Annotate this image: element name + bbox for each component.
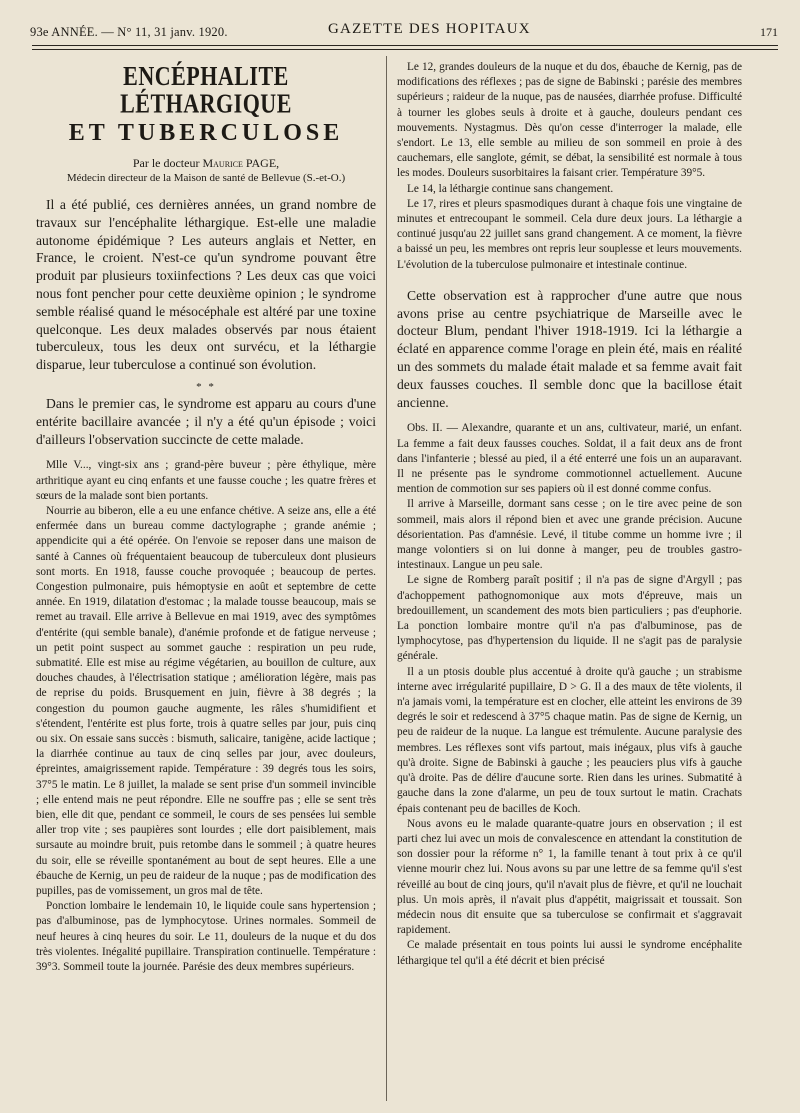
- case1-day12: Le 12, grandes douleurs de la nuque et du dos, ébauche de Kernig, pas de modifications des réflexes ; pas de signe de Babinski ; parésie des membres supérieurs ; raideur de la nuque, pas de nausées, diarrhée profuse. Difficulté à tourner les globes seuls à droite et à gauche, douleurs pendant ces mouvements. Nystagmus. Dès qu'on cesse d'interroger la malade, elle s'endort. Le 13, elle semble au milieu de son sommeil en proie à des cauchemars, elle sanglote, gémit, se débat, la sensibilité est normale à tous les modes. Douleurs susorbitaires la faisant crier. Température 39°5.: [397, 61, 742, 180]
- case1-intro: Dans le premier cas, le syndrome est apparu au cours d'une entérite bacillaire avancée ; il n'y a été qu'un épisode ; voici d'ailleurs l'observation succincte de cette malade.: [36, 395, 376, 447]
- article-title-line2: ET TUBERCULOSE: [68, 120, 344, 146]
- journal-title: GAZETTE DES HOPITAUX: [328, 21, 531, 37]
- section-separator: * *: [196, 380, 216, 393]
- case1-day14: Le 14, la léthargie continue sans changement.: [407, 182, 614, 195]
- author-role: Médecin directeur de la Maison de santé de Bellevue (S.-et-O.): [66, 172, 346, 184]
- case1-puncture: Ponction lombaire le lendemain 10, le liquide coule sans hypertension ; pas d'albuminose, pas de lymphocytose. Urines normales. Sommeil de neuf heures à cinq heures du soir. Le 11, douleurs de la nuque et du dos très violentes. Inégalité pupillaire. Transpiration continuelle. Température : 39°3. Sommeil toute la journée. Parésie des deux membres supérieurs.: [36, 900, 376, 974]
- page-number: 171: [760, 25, 778, 39]
- observation-comparison: Cette observation est à rapprocher d'une autre que nous avons prise au centre psychiatrique de Marseille avec le docteur Blum, pendant l'hiver 1918-1919. Ici la léthargie a éclaté en apparence comme l'orage en plein été, mais en réalité un des sommets du malade était malade et sa femme avait fait deux fausses couches. Il semble donc que la bacillose était ancienne.: [397, 287, 742, 410]
- right-column: [397, 60, 742, 969]
- obs2-outcome: Nous avons eu le malade quarante-quatre jours en observation ; il est parti chez lui avec un mois de convalescence en attendant la constitution de son dossier pour la réforme n° 1, la famille tenant à tout prix à ce qu'il vienne mourir chez lui. Nous avons su par une lettre de sa femme qu'il s'est réveillé au bout de cinq jours, qu'il n'avait plus de fièvre, et qu'il ne louchait plus. Un mois après, il n'avait plus d'appétit, maigrissait et toussait. Son médecin nous dit ensuite que sa tuberculose se confirmait et s'aggravait rapidement.: [397, 817, 742, 937]
- article-title-line1: ENCÉPHALITE LÉTHARGIQUE: [120, 60, 292, 119]
- column-separator: [386, 56, 387, 1101]
- obs2-arrival: Il arrive à Marseille, dormant sans cesse ; on le tire avec peine de son sommeil, mais alors il répond bien et avec une grande précision. Aucune désorientation. Pas d'amnésie. Levé, il titube comme un homme ivre ; il mange volontiers si on lui donne à manger, peu de troubles gastro-intestinaux. Langue un peu sale.: [397, 498, 742, 572]
- obs2-intro: Obs. II. — Alexandre, quarante et un ans, cultivateur, marié, un enfant. La femme a fait deux fausses couches. Soldat, il a fait deux ans de front dans l'infanterie ; blessé au pied, il a été enterré une fois un an auparavant. Il ne présente pas le syndrome commotionnel actuellement. Aucune mention de commotion sur ses papiers où il est donné comme confus.: [397, 422, 742, 496]
- left-column: [36, 60, 376, 975]
- obs2-ptosis: Il a un ptosis double plus accentué à droite qu'à gauche ; un strabisme interne avec irrégularité pupillaire, D > G. Il a des maux de tête violents, il n'a jamais vomi, la température est en clocher, elle atteint les environs de 39 degrés le soir et redescend à 37°5 chaque matin. Pas de signe de Kernig, un peu de raideur de la nuque. La langue est trémulente. Aucune paralysie des membres. Les réflexes sont vifs partout, mais inégaux, plus vifs à gauche qu'à droite. Signe de Babinski à gauche ; les peauciers plus vifs à gauche qu'à droite. Pas de délire d'aucune sorte. Rien dans les urines. Submatité à gauche dans la zone d'alarme, un peu de toux surtout le matin. Crachats épais contenant peu de bacilles de Koch.: [397, 665, 742, 815]
- case1-day17: Le 17, rires et pleurs spasmodiques durant à chaque fois une vingtaine de minutes et entrecoupant le sommeil. Cela dure deux jours. La léthargie a continué jusqu'au 22 juillet sans grand changement. A ce moment, la fièvre a baissé un peu, les membres ont repris leur souplesse et leurs mouvements. L'évolution de la tuberculose pulmonaire et intestinale continue.: [397, 197, 742, 271]
- obs2-conclusion: Ce malade présentait en tous points lui aussi le syndrome encéphalite léthargique tel qu'il a été décrit et bien précisé: [397, 939, 742, 967]
- issue-info: 93e ANNÉE. — N° 11, 31 janv. 1920.: [30, 25, 228, 39]
- obs2-signs: Le signe de Romberg paraît positif ; il n'a pas de signe d'Argyll ; pas d'achoppement pathognomonique aux mots d'épreuve, mais un bredouillement, un scandement des mots bien particuliers ; pas d'euphorie. La ponction lombaire montre qu'il n'a pas d'albuminose, pas de lymphocytose, pas d'hypertension du liquide. Il ne s'agit pas de paralysie générale.: [397, 574, 742, 663]
- author-prefix: Par le docteur: [132, 156, 200, 170]
- case1-history: Mlle V..., vingt-six ans ; grand-père buveur ; père éthylique, mère arthritique ayant eu cinq enfants et une fausse couche ; les quatre frères et sœurs de la malade sont bien portants.: [36, 459, 376, 502]
- author-name: Maurice PAGE,: [202, 156, 280, 170]
- running-header: [30, 14, 778, 40]
- intro-paragraph: Il a été publié, ces dernières années, un grand nombre de travaux sur l'encéphalite léthargique. Est-elle une maladie autonome épidémique ? Les auteurs anglais et Netter, en France, le croient. N'est-ce qu'un syndrome pouvant être produit par plusieurs toxiinfections ? Les deux cas que voici nous font pencher pour cette deuxième opinion ; le syndrome semble réalisé quand le mésocéphale est altéré par une toxine quelconque. Les deux malades observés par nous étaient tuberculeux, tous les deux ont survécu, et la léthargie disparue, leur tuberculose a continué son évolution.: [36, 197, 376, 373]
- case1-course: Nourrie au biberon, elle a eu une enfance chétive. A seize ans, elle a été enfermée dans un bureau comme dactylographe ; grande anémie ; appendicite qui a été opérée. On l'envoie se reposer dans une maison de santé à Cannes où fréquentaient beaucoup de tuberculeux dont plusieurs sont morts. En 1918, fausse couche provoquée ; beaucoup de pertes. Congestion pulmonaire, puis hémoptysie en août et septembre de cette année. En 1919, dilatation d'estomac ; la malade tousse beaucoup, mais se remet au travail. Elle arrive à Bellevue en mai 1919, avec des symptômes d'entérite (qui semble banale), d'anémie profonde et de fatigue nerveuse ; un petit point suspect au sommet gauche : respiration un peu rude, submatité. Elle est mise au régime végétarien, au bouillon de culture, aux douches chaudes, à l'électrisation statique ; amélioration légère, mais pas de reprise du poids. Brusquement en juin, fièvre à 38 degrés ; la congestion du poumon gauche augmente, les râles s'humidifient et s'étendent, l'entérite est plus forte, trois à quatre selles par jour, puis cinq ou six. On essaie sans succès : bismuth, salicaire, tanigène, acide lactique ; la diarrhée continue au taux de cinq selles par jour, avec douleurs, épreintes, amaigrissement rapide. Température : 39 degrés tous les soirs, 37°5 le matin. Le 8 juillet, la malade se sent prise d'un sommeil invincible ; elle entend mais ne peut répondre. Elle ne souffre pas ; elle se sent très bien, elle dit que, pendant ce sommeil, le cours de ses pensées lui semble aller trop vite ; ses paupières sont lourdes ; elle dort paisiblement, mais sursaute au moindre bruit, puis retombe dans le sommeil ; à quatre heures du soir, elle se réveille spontanément au bout de sept heures. Elle a une ébauche de Kernig, un peu de raideur de la nuque ; pas de modification des pupilles, pas de vomissement, un gros mal de tête.: [36, 504, 376, 898]
- author-line: [36, 156, 376, 171]
- header-rule-thin: [32, 49, 778, 50]
- header-rule: [32, 45, 778, 46]
